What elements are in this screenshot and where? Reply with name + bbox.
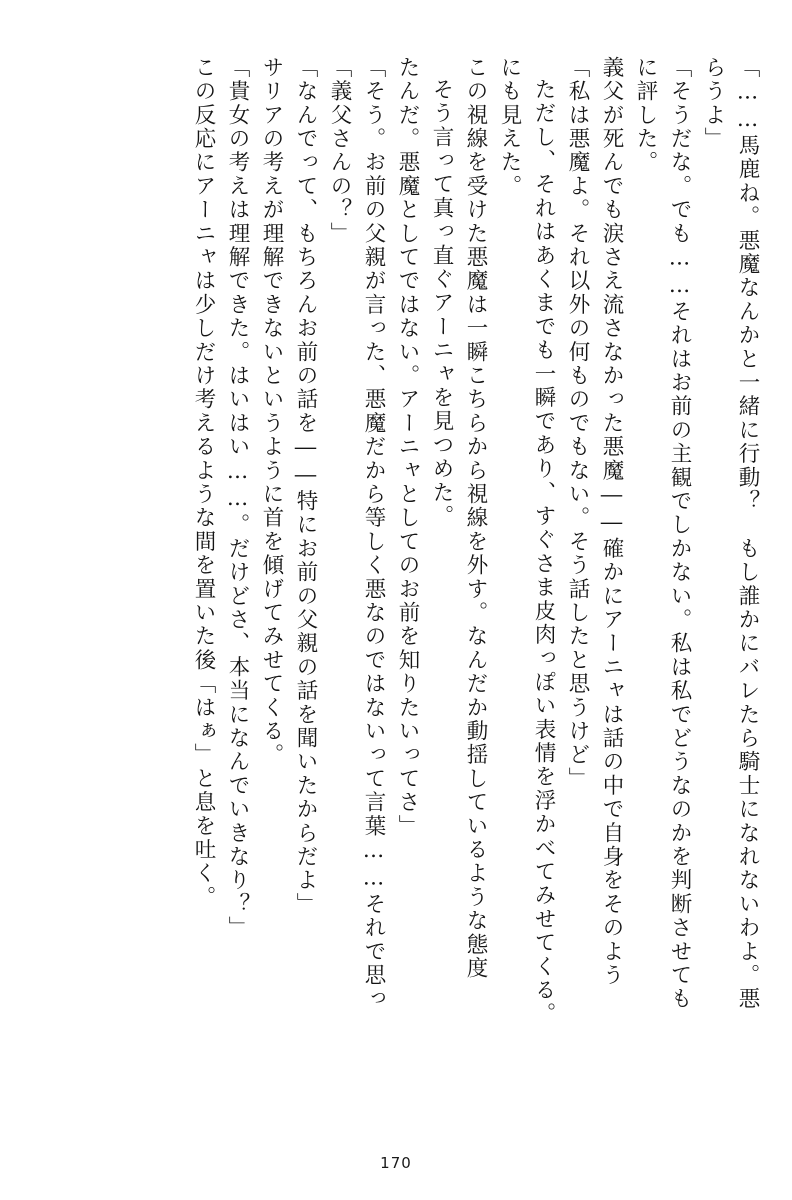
text-line: 「……馬鹿ね。悪魔なんかと一緒に行動？ もし誰かにバレたら騎士になれないわよ。悪: [735, 56, 760, 1011]
text-line: 「義父さんの？」: [327, 56, 352, 246]
text-line: ただし、それはあくまでも一瞬であり、すぐさま皮肉っぽい表情を浮かべてみせてくる。: [531, 78, 556, 1026]
text-line: 「なんでって、もちろんお前の話を――特にお前の父親の話を聞いたからだよ」: [293, 56, 318, 917]
page-number: 170: [380, 1154, 412, 1172]
text-line: らうよ」: [701, 56, 726, 151]
text-line: この反応にアーニャは少しだけ考えるような間を置いた後「はぁ」と息を吐く。: [191, 56, 216, 910]
text-line: にも見えた。: [497, 56, 522, 199]
text-line: 「そう。お前の父親が言った、悪魔だから等しく悪なのではないって言葉……それで思っ: [361, 56, 386, 1011]
text-line: サリアの考えが理解できないというように首を傾げてみせてくる。: [259, 56, 284, 767]
text-line: たんだ。悪魔としてではない。アーニャとしてのお前を知りたいってさ」: [395, 56, 420, 839]
text-line: この視線を受けた悪魔は一瞬こちらから視線を外す。なんだか動揺しているような態度: [463, 56, 488, 981]
text-line: 義父が死んでも涙さえ流さなかった悪魔――確かにアーニャは話の中で自身をそのよう: [599, 56, 624, 988]
text-line: 「そうだな。でも……それはお前の主観でしかない。私は私でどうなのかを判断させても: [667, 56, 692, 1011]
text-line: に評した。: [633, 56, 658, 175]
text-line: 「貴女の考えは理解できた。はいはい……。だけどさ、本当になんでいきなり？」: [225, 56, 250, 940]
text-line: 「私は悪魔よ。それ以外の何ものでもない。そう話したと思うけど」: [565, 56, 590, 791]
vertical-text-block: [34, 56, 758, 1146]
text-line: そう言って真っ直ぐアーニャを見つめた。: [429, 78, 454, 529]
